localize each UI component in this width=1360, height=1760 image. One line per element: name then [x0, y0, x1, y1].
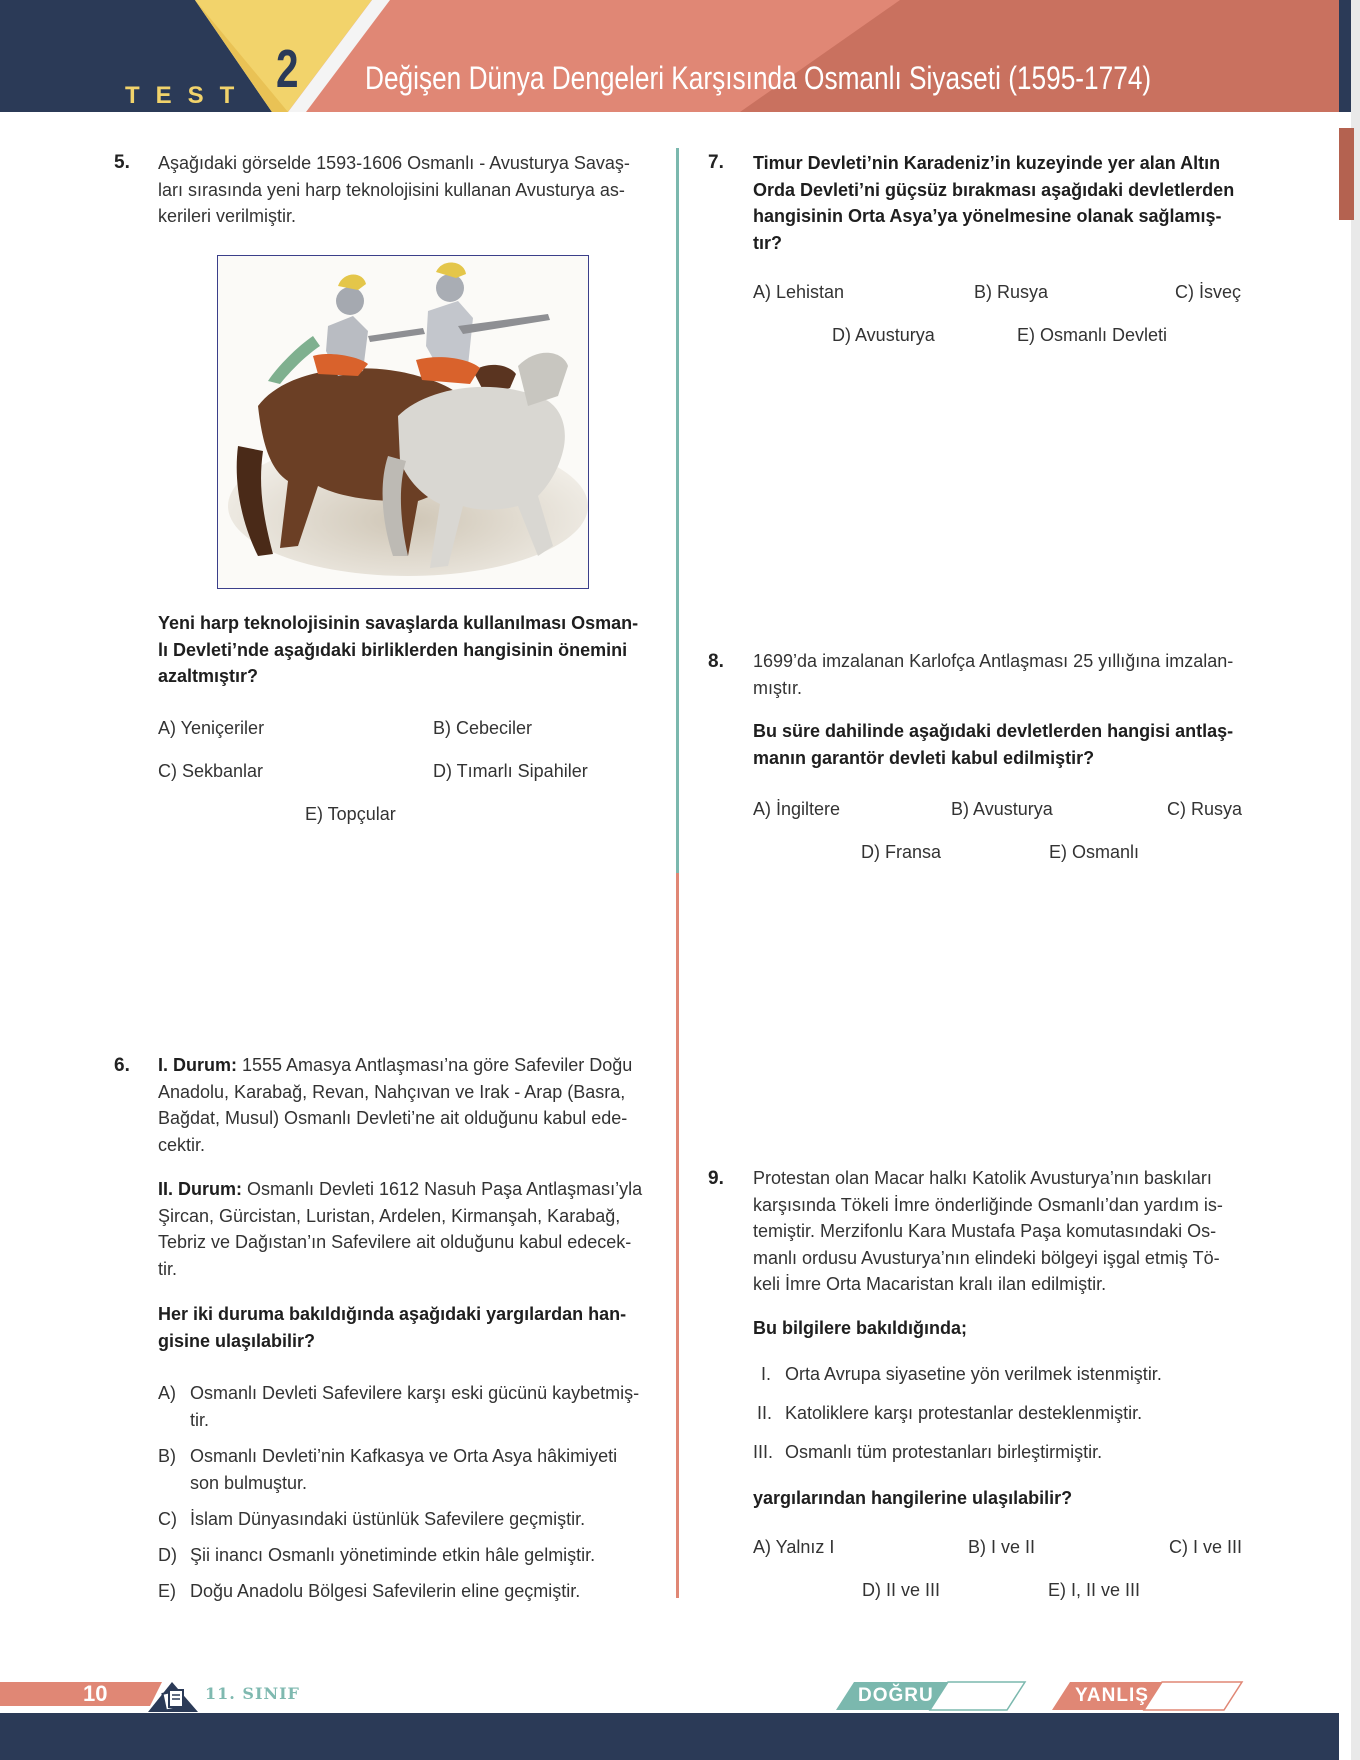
q8-prompt [753, 718, 1253, 771]
q9-number: 9. [708, 1168, 724, 1189]
q9-option-e[interactable]: E) I, II ve III [1048, 1580, 1141, 1600]
q5-option-e[interactable]: E) Topçular [305, 804, 396, 824]
page-title: Değişen Dünya Dengeleri Karşısında Osmanlı Siyaseti (1595-1774) [365, 60, 1152, 96]
q6-case1-line: cektir. [158, 1134, 206, 1155]
q6-option-e[interactable] [158, 1578, 668, 1605]
q8-prompt-line: manın garantör devleti kabul edilmiştir? [753, 747, 1095, 768]
q6-option-d[interactable] [158, 1542, 668, 1569]
q9-option-c[interactable]: C) I ve III [1169, 1537, 1243, 1557]
q5-option-a[interactable]: A) Yeniçeriler [158, 718, 265, 738]
q6-case2-line: Tebriz ve Dağıstan’ın Safevilere ait olduğunu kabul edecek- [158, 1232, 632, 1252]
q6-case1-line: Anadolu, Karabağ, Revan, Nahçıvan ve Irak - Arap (Basra, [158, 1081, 626, 1102]
q6-option-letter: B) [158, 1446, 176, 1466]
q6-option-c[interactable] [158, 1506, 668, 1533]
q6-option-b[interactable] [158, 1443, 668, 1497]
q9-statement-text: Osmanlı tüm protestanları birleştirmiştir. [785, 1442, 1103, 1462]
q6-case2 [158, 1176, 668, 1282]
q9-option-d[interactable]: D) II ve III [862, 1580, 941, 1600]
q8-text [753, 648, 1253, 701]
q6-case1-line: 1555 Amasya Antlaşması’na göre Safeviler Doğu [237, 1055, 633, 1075]
page-number: 10 [83, 1681, 108, 1706]
q9-prompt: yargılarından hangilerine ulaşılabilir? [753, 1488, 1073, 1508]
book-icon [160, 1685, 188, 1713]
q6-option-letter: D) [158, 1545, 177, 1565]
q7-number: 7. [708, 152, 724, 173]
correct-count-label[interactable]: DOĞRU [858, 1685, 934, 1706]
q9-option-b[interactable]: B) I ve II [968, 1537, 1036, 1557]
q5-option-b[interactable]: B) Cebeciler [433, 718, 533, 738]
q6-prompt-line: Her iki duruma bakıldığında aşağıdaki yargılardan han- [158, 1304, 627, 1324]
q7-prompt-line: Timur Devleti’nin Karadeniz’in kuzeyinde yer alan Altın [753, 153, 1221, 173]
wrong-count-label[interactable]: YANLIŞ [1075, 1685, 1149, 1706]
q9-statement-3 [753, 1439, 1253, 1466]
footer-band [0, 1670, 1360, 1760]
q5-prompt-line: lı Devleti’nde aşağıdaki birliklerden hangisinin önemini [158, 639, 628, 660]
q9-statement-num: II. [757, 1403, 773, 1423]
q9-statement-num: III. [753, 1442, 774, 1462]
q5-prompt-line: azaltmıştır? [158, 666, 259, 686]
q8-prompt-line: Bu süre dahilinde aşağıdaki devletlerden hangisi antlaş- [753, 721, 1234, 741]
q7-prompt-line: hangisinin Orta Asya’ya yönelmesine olanak sağlamış- [753, 206, 1222, 226]
q6-option-text: İslam Dünyasındaki üstünlük Safevilere geçmiştir. [190, 1509, 586, 1529]
q9-text-line: manlı ordusu Avusturya’nın elindeki bölgeyi işgal etmiş Tö- [753, 1247, 1220, 1268]
q6-case2-label: II. Durum: [158, 1179, 242, 1199]
q6-number: 6. [114, 1055, 130, 1076]
q6-option-text: Osmanlı Devleti’nin Kafkasya ve Orta Asya hâkimiyeti [190, 1446, 618, 1466]
q6-case1-line: Bağdat, Musul) Osmanlı Devleti’ne ait olduğunu kabul ede- [158, 1108, 628, 1128]
mounted-soldiers-illustration [218, 256, 588, 588]
q7-prompt [753, 150, 1253, 256]
column-divider-bottom [676, 873, 679, 1598]
q8-text-line: mıştır. [753, 677, 802, 698]
q9-text-line: karşısında Tökeli İmre önderliğinde Osmanlı’dan yardım is- [753, 1194, 1223, 1215]
q6-case1 [158, 1052, 668, 1158]
q5-text-line: kerileri verilmiştir. [158, 206, 297, 226]
q6-option-text: Doğu Anadolu Bölgesi Safevilerin eline geçmiştir. [190, 1581, 581, 1601]
q5-number: 5. [114, 152, 130, 173]
q6-option-text: son bulmuştur. [190, 1472, 308, 1493]
q9-text-line: temiştir. Merzifonlu Kara Mustafa Paşa komutasındaki Os- [753, 1221, 1217, 1241]
q6-option-text: Osmanlı Devleti Safevilere karşı eski gücünü kaybetmiş- [190, 1383, 640, 1403]
q5-option-c[interactable]: C) Sekbanlar [158, 761, 264, 781]
q7-option-e[interactable]: E) Osmanlı Devleti [1017, 325, 1168, 345]
q8-text-line: 1699’da imzalanan Karlofça Antlaşması 25 yıllığına imzalan- [753, 651, 1234, 671]
q5-option-d[interactable]: D) Tımarlı Sipahiler [433, 761, 588, 781]
test-label: TEST [125, 82, 251, 109]
q8-option-e[interactable]: E) Osmanlı [1049, 842, 1140, 862]
q9-statement-num: I. [761, 1364, 772, 1384]
q5-prompt [158, 610, 658, 690]
page-edge [1351, 0, 1360, 1760]
q8-option-d[interactable]: D) Fransa [861, 842, 942, 862]
q6-option-letter: A) [158, 1383, 176, 1403]
q5-text [158, 150, 658, 230]
edge-tab [1339, 128, 1354, 220]
q6-prompt-line: gisine ulaşılabilir? [158, 1330, 316, 1351]
q9-text [753, 1165, 1253, 1298]
q9-statement-text: Katoliklere karşı protestanlar desteklenmiştir. [785, 1403, 1143, 1423]
q5-text-line: Aşağıdaki görselde 1593-1606 Osmanlı - Avusturya Savaş- [158, 153, 630, 173]
column-divider-top [676, 148, 679, 873]
q7-option-b[interactable]: B) Rusya [974, 282, 1049, 302]
grade-label: 11. SINIF [205, 1684, 300, 1703]
q8-option-c[interactable]: C) Rusya [1167, 799, 1243, 819]
edge-bar [1339, 0, 1351, 112]
test-number: 2 [276, 39, 299, 99]
q6-option-letter: E) [158, 1581, 176, 1601]
q7-option-d[interactable]: D) Avusturya [832, 325, 935, 345]
q6-prompt [158, 1301, 668, 1354]
q8-option-a[interactable]: A) İngiltere [753, 799, 841, 819]
q6-option-text: tir. [190, 1409, 210, 1430]
q6-option-text: Şii inancı Osmanlı yönetiminde etkin hâle gelmiştir. [190, 1545, 596, 1565]
q6-option-a[interactable] [158, 1380, 668, 1434]
q5-text-line: ları sırasında yeni harp teknolojisini kullanan Avusturya as- [158, 179, 625, 200]
q7-option-c[interactable]: C) İsveç [1175, 282, 1242, 302]
q7-prompt-line: Orda Devleti’ni güçsüz bırakması aşağıdaki devletlerden [753, 179, 1235, 200]
q6-case1-label: I. Durum: [158, 1055, 237, 1075]
q6-case2-line: Osmanlı Devleti 1612 Nasuh Paşa Antlaşması’yla [242, 1179, 643, 1199]
q9-text-line: keli İmre Orta Macaristan kralı ilan edilmiştir. [753, 1274, 1107, 1294]
q9-option-a[interactable]: A) Yalnız I [753, 1537, 835, 1557]
q5-prompt-line: Yeni harp teknolojisinin savaşlarda kullanılması Osman- [158, 613, 639, 633]
q9-statement-1 [753, 1361, 1253, 1388]
q9-statement-text: Orta Avrupa siyasetine yön verilmek istenmiştir. [785, 1364, 1162, 1384]
q9-lead: Bu bilgilere bakıldığında; [753, 1318, 968, 1338]
q8-number: 8. [708, 651, 724, 672]
q7-option-a[interactable]: A) Lehistan [753, 282, 845, 302]
q7-prompt-line: tır? [753, 232, 782, 253]
q6-option-letter: C) [158, 1509, 177, 1529]
q9-statement-2 [753, 1400, 1253, 1427]
q6-case2-line: Şircan, Gürcistan, Luristan, Ardelen, Kirmanşah, Karabağ, [158, 1205, 621, 1226]
q8-option-b[interactable]: B) Avusturya [951, 799, 1053, 819]
q5-figure-mounted-soldiers [217, 255, 589, 589]
q6-case2-line: tir. [158, 1258, 178, 1279]
q9-text-line: Protestan olan Macar halkı Katolik Avusturya’nın baskıları [753, 1168, 1212, 1188]
